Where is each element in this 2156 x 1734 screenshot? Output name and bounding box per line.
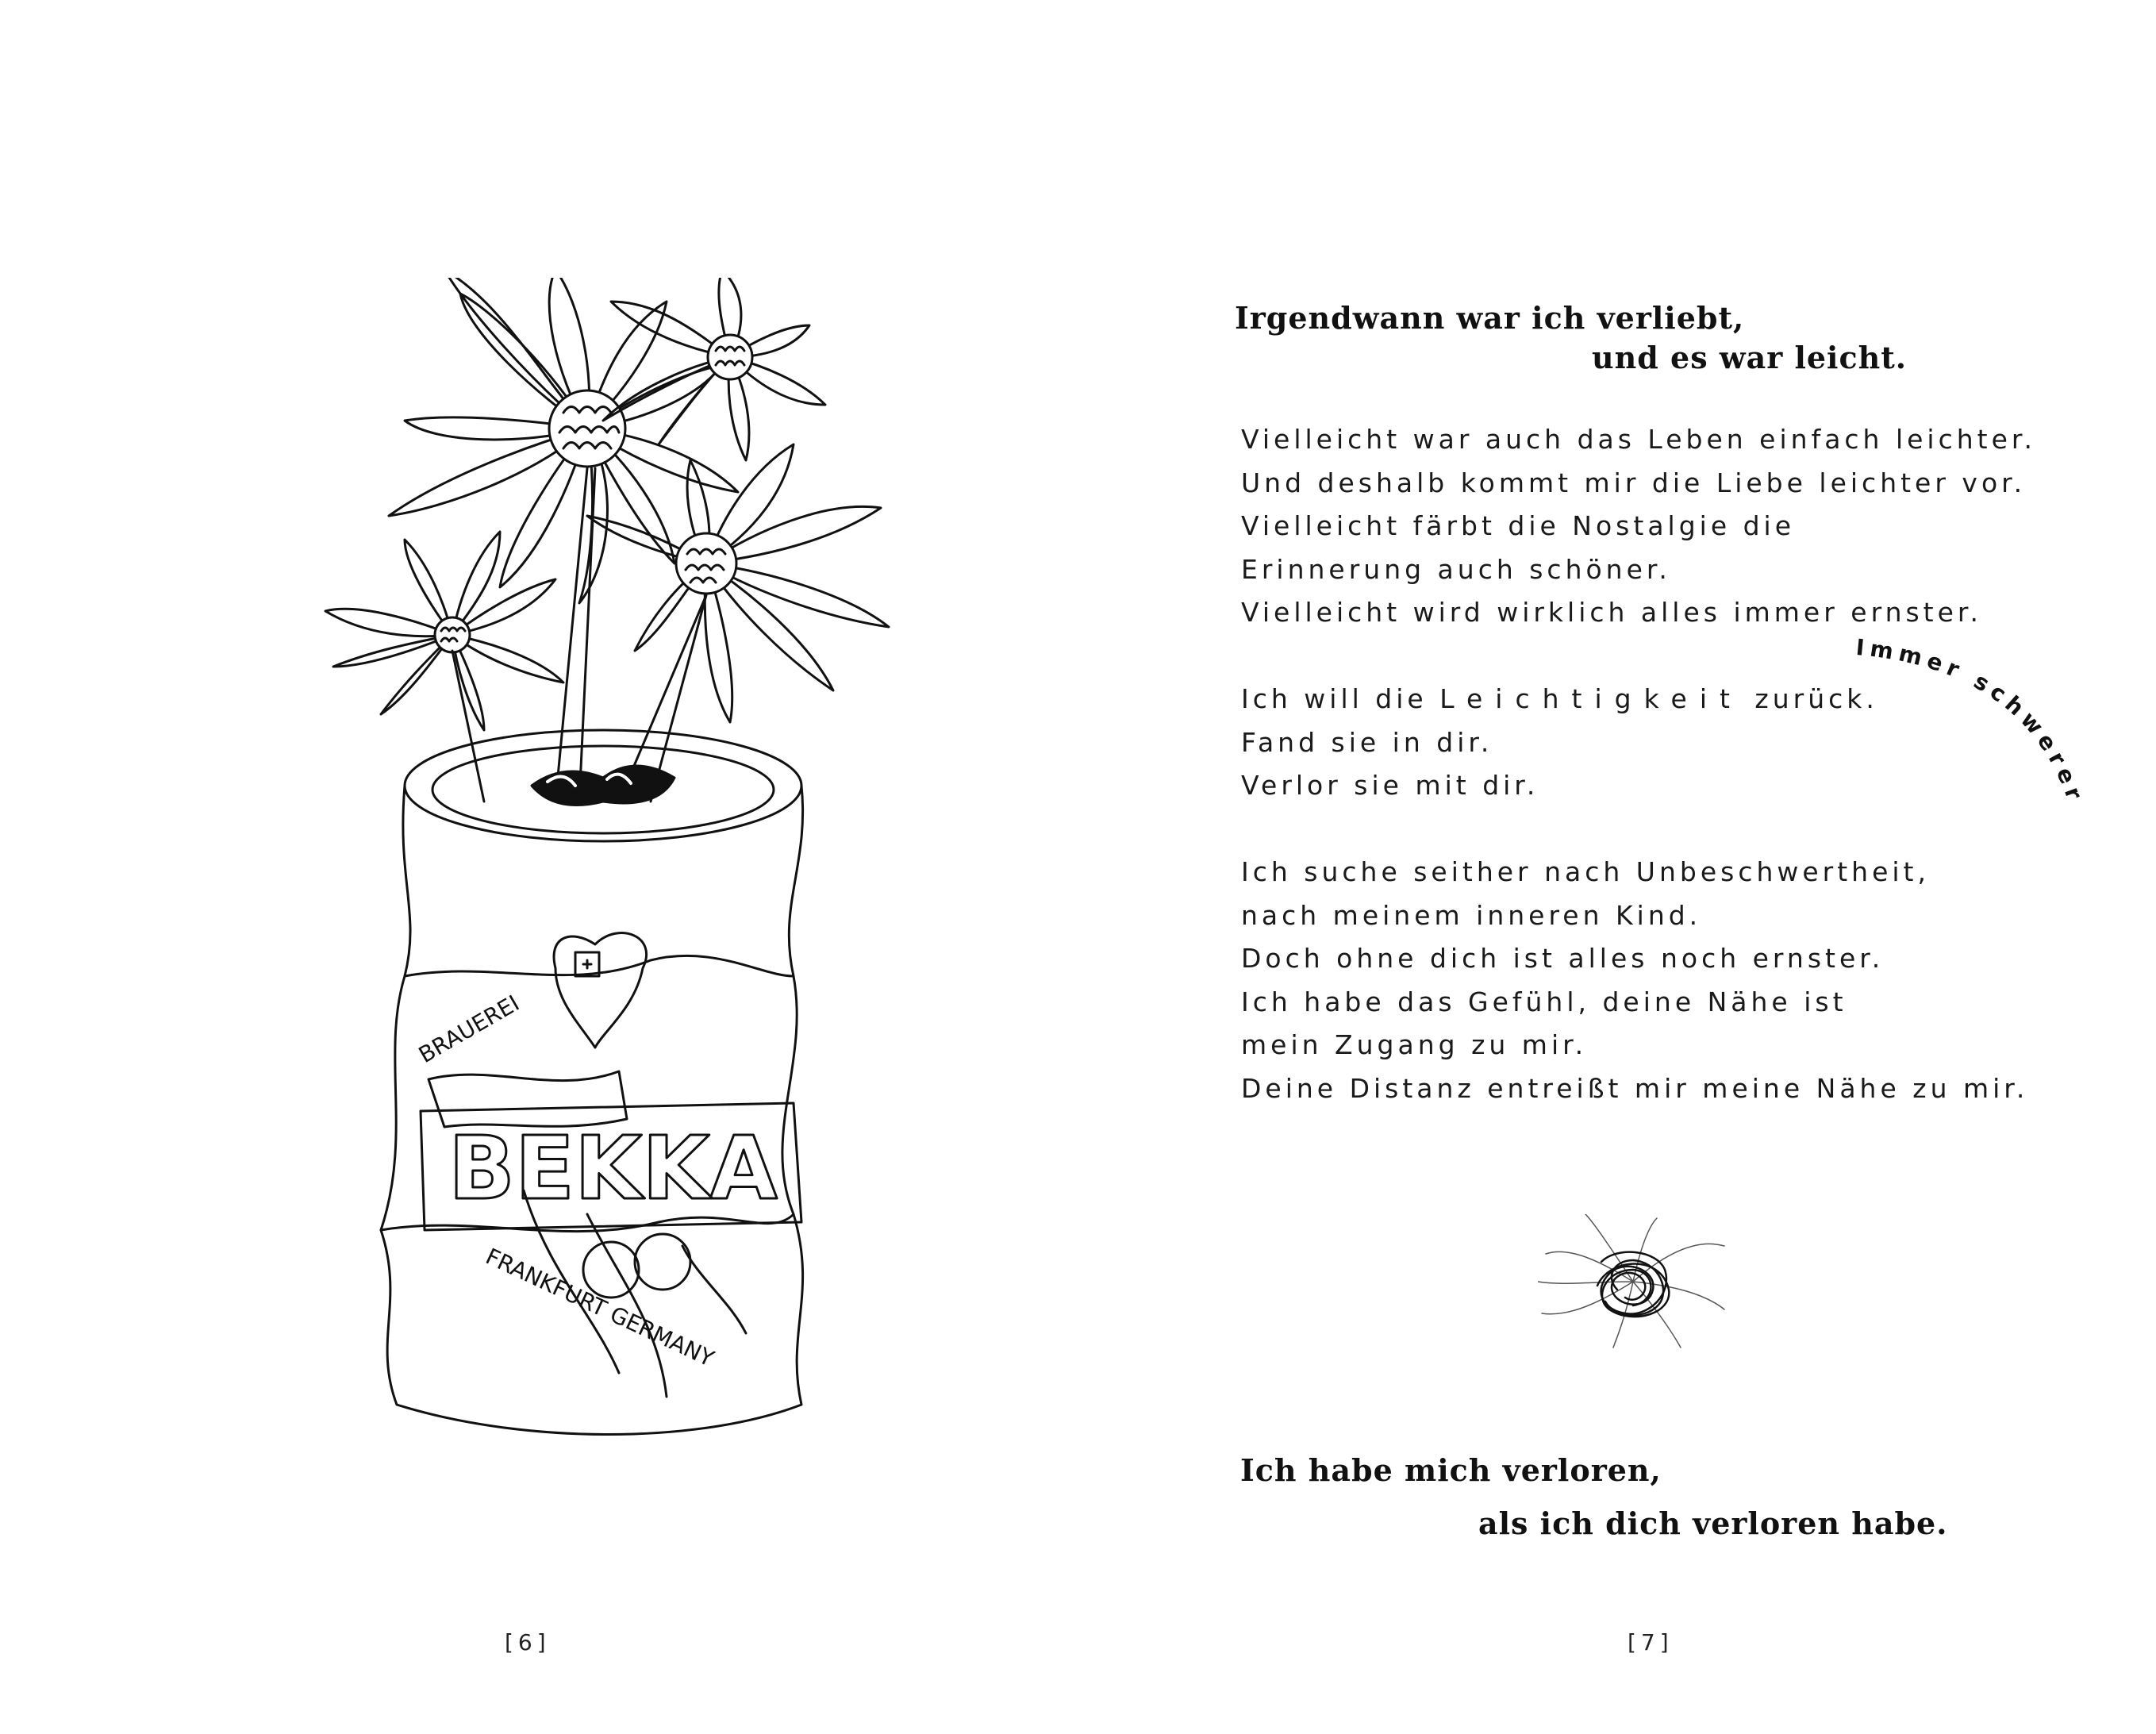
stanza2-line-2: Fand sie in dir. <box>1241 726 1493 758</box>
stanza2-spaced-word: Leichtigkeit <box>1439 683 1743 714</box>
stanza2-line-3: Verlor sie mit dir. <box>1241 770 1539 801</box>
stanza2-line-1-end: zurück. <box>1742 683 1878 714</box>
curved-text-decoration <box>1839 619 2101 825</box>
right-page <box>1078 0 2156 1734</box>
beer-can-flowers-illustration <box>286 278 936 1444</box>
scribble-flower-doodle <box>1538 1214 1728 1349</box>
stanza2-line-1-start: Ich will die <box>1241 683 1440 714</box>
stanza3-line-2: nach meinem inneren Kind. <box>1241 899 1702 931</box>
page-number-right: [7] <box>1628 1629 1674 1655</box>
closing-line-2: als ich dich verloren habe. <box>1478 1505 1948 1541</box>
title-line-2: und es war leicht. <box>1592 340 1908 375</box>
svg-text:Immer schwerer. <box>1839 619 2089 805</box>
stanza3-line-5: mein Zugang zu mir. <box>1241 1029 1588 1060</box>
stanza1-line-2: Und deshalb kommt mir die Liebe leichter vor. <box>1241 467 2027 498</box>
stanza1-line-1: Vielleicht war auch das Leben einfach leichter. <box>1241 424 2036 455</box>
can-brand-text: BEKKA <box>448 1117 778 1219</box>
flower-stems <box>452 468 706 802</box>
stanza3-line-4: Ich habe das Gefühl, deine Nähe ist <box>1241 986 1847 1017</box>
stanza1-line-4: Erinnerung auch schöner. <box>1241 553 1671 585</box>
can-bottom-arc-text: FRANKFURT GERMANY <box>482 1243 718 1372</box>
daisy-middle-right <box>587 444 889 722</box>
stanza1-line-5: Vielleicht wird wirklich alles immer ernster. <box>1241 597 1982 628</box>
stanza3-line-1: Ich suche seither nach Unbeschwertheit, <box>1241 856 1930 887</box>
closing-line-1: Ich habe mich verloren, <box>1240 1452 1662 1488</box>
daisy-left <box>325 532 563 730</box>
curved-text: Immer schwerer <box>1854 634 2089 805</box>
stanza3-line-6: Deine Distanz entreißt mir meine Nähe zu mir. <box>1241 1072 2029 1104</box>
can-top-arc-text: BRAUEREI <box>414 990 524 1069</box>
stanza3-line-3: Doch ohne dich ist alles noch ernster. <box>1241 943 1885 974</box>
page-number-left: [6] <box>505 1629 551 1655</box>
title-line-1: Irgendwann war ich verliebt, <box>1235 300 1745 336</box>
stanza1-line-3: Vielleicht färbt die Nostalgie die <box>1241 510 1796 541</box>
can <box>381 730 803 1435</box>
